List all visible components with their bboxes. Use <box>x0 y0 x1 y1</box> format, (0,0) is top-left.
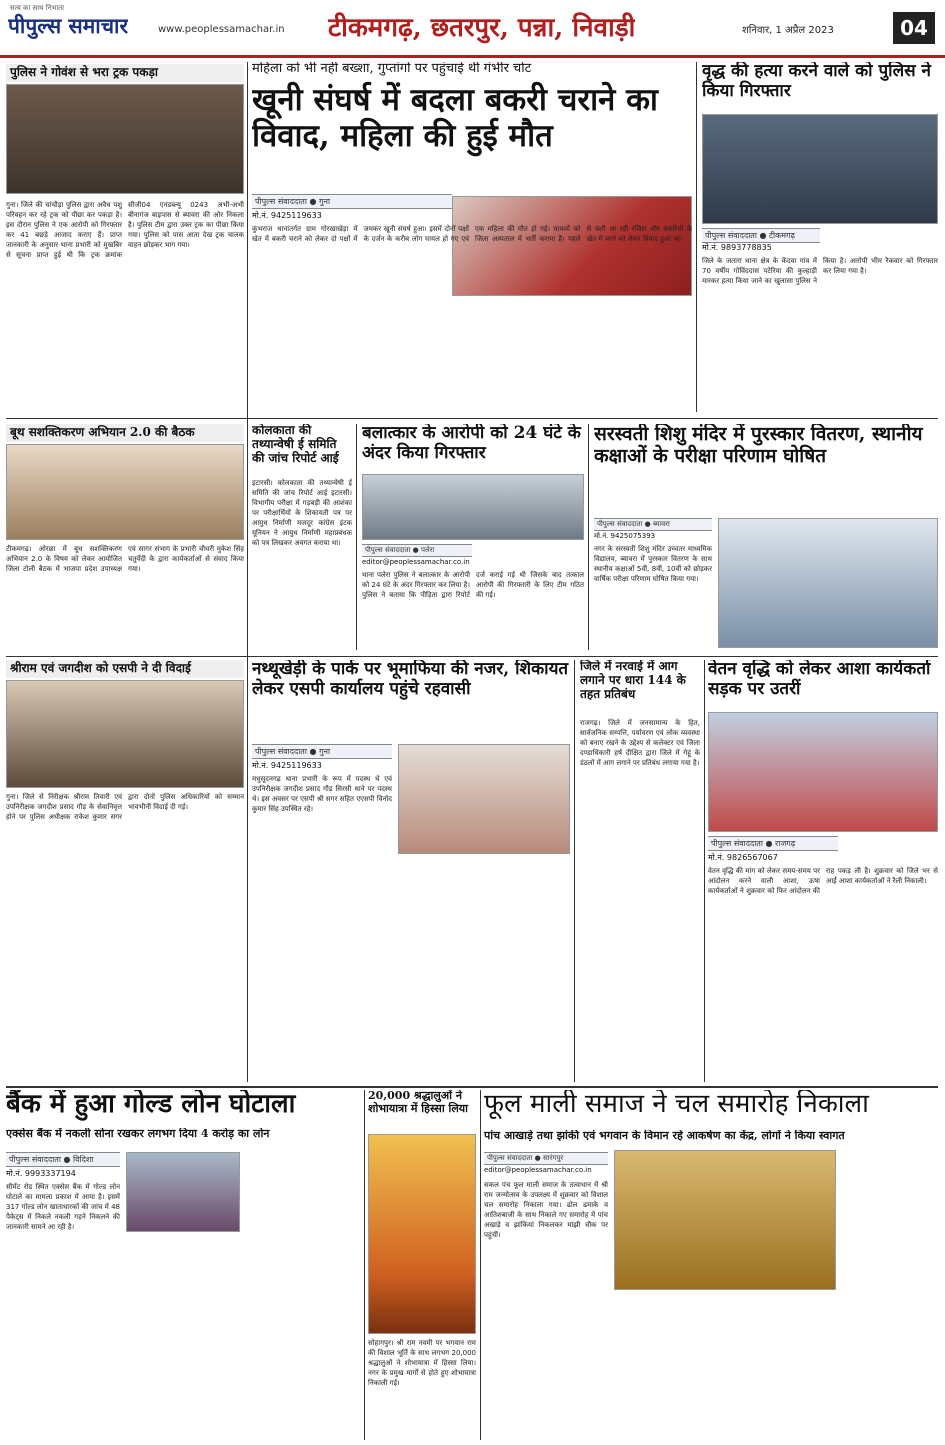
truck-photo <box>6 84 244 194</box>
headline: श्रीराम एवं जगदीश को एसपी ने दी विदाई <box>6 660 244 678</box>
article-body: गुना। जिले से निरीक्षक श्रीराम तिवारी एवं उपनिरीक्षक जगदीश प्रसाद गौड़ के सेवानिवृत्त होने पर पुलिस अधीक्षक राकेश कुमार सगर द्वारा दोनों पुलिस अधिकारियों को सम्मान भावभीनी विदाई दी गई। <box>6 793 244 821</box>
article-body: नगर के सरस्वती शिशु मंदिर उच्चतर माध्यमिक विद्यालय, ब्यावरा में पुरस्कार वितरण के साथ स्थानीय कक्षाओं 5वीं, 8वीं, 10वीं को छोड़कर वार्षिक परीक्षा परिणाम घोषित किया गया। <box>594 545 712 583</box>
issue-date: शनिवार, 1 अप्रैल 2023 <box>742 25 834 36</box>
mobile: मो.नं. 9826567067 <box>708 853 778 862</box>
rule <box>6 418 938 419</box>
divider <box>574 660 575 1082</box>
tagline: सत्य का साथ निभाता <box>10 4 64 12</box>
divider <box>356 424 357 650</box>
meeting-photo <box>6 444 244 540</box>
headline: सरस्वती शिशु मंदिर में पुरस्कार वितरण, स्थानीय कक्षाओं के परीक्षा परिणाम घोषित <box>594 424 923 467</box>
bank-photo <box>126 1152 240 1232</box>
farewell-photo <box>6 680 244 788</box>
kicker: महिला को भी नहीं बख्शा, गुप्तांगों पर पहुंचाई थी गंभीर चोट <box>252 62 532 76</box>
rule <box>6 1086 938 1088</box>
story-asha-protest <box>708 660 938 1082</box>
masthead <box>0 0 945 58</box>
article-body: कुंभराज थानांतर्गत ग्राम गोरखाखेड़ा में खेत में बकरी चराने को लेकर दो पक्षों में जमकर खूनी संघर्ष हुआ। इसमें दोनों पक्षों के दर्जन के करीब लोग घायल हो गए एवं एक महिला की मौत हो गई। घायलों को जिला अस्पताल में भर्ती कराया है। पहले से चली आ रही रंजिश और बकरियों के खेत में चरने को लेकर विवाद हुआ था। <box>252 225 692 243</box>
divider <box>364 1090 365 1440</box>
site-url[interactable]: www.peoplessamachar.in <box>158 24 285 35</box>
headline: बूथ सशक्तिकरण अभियान 2.0 की बैठक <box>6 424 244 442</box>
article-body: सीमेंट रोड स्थित एक्सेस बैंक में गोल्ड लोन घोटाले का मामला प्रकाश में आया है। इसमें 317 गोल्ड लोन खाताधारकों की जांच में 48 पैकेट्स में निकले नकली गहने निकलने की जानकारी सामने आ रही है। <box>6 1183 120 1231</box>
divider <box>480 1090 481 1440</box>
byline: पीपुल्स संवाददाता ● ब्यावरा <box>594 518 712 531</box>
mobile: मो.नं. 9425119633 <box>252 211 322 220</box>
chariot-photo <box>614 1150 836 1290</box>
story-kolkata-committee <box>252 424 352 650</box>
headline: कोलकाता की तथ्यान्वेषी ई समिति की जांच रिपोर्ट आई <box>252 424 339 465</box>
story-gold-loan-scam <box>6 1090 360 1440</box>
article-body: मधुसूदनगढ़ थाना प्रभारी के रूप में पदस्थ थे एवं उपनिरीक्षक जगदीश प्रसाद गौड़ सिरसी थाने पर पदस्थ थे। इस अवसर पर एसपी श्री सगर सहित एएसपी विनोद कुमार सिंह उपस्थित रहे। <box>252 775 392 813</box>
headline: खूनी संघर्ष में बदला बकरी चराने का विवाद, महिला की हुई मौत <box>252 81 658 154</box>
mobile: मो.नं. 9425075393 <box>594 532 656 540</box>
mobile: मो.नं. 9993337194 <box>6 1169 76 1178</box>
headline: वृद्ध की हत्या करने वाले को पुलिस ने किया गिरफ्तार <box>702 62 931 101</box>
mobile: मो.नं. 9893778835 <box>702 243 772 252</box>
article-body: इटारसी। कोलकाता की तथ्यान्वेषी ई समिति की जांच रिपोर्ट आई इटारसी। विभागीय परीक्षा में गड़बड़ी की आशंका पर परीक्षार्थियों के शिकायती पत्र पर आयुध निर्माणी मजदूर कांग्रेस इंटक यूनियन ने आयुध निर्माणी महाप्रबंधक को पत्र लिखकर अवगत कराया था। <box>252 479 352 547</box>
article-body: वेतन वृद्धि की मांग को लेकर समय-समय पर आंदोलन करने वाली आशा, ऊषा कार्यकर्ताओं ने शुक्रवार को फिर आंदोलन की राह पकड़ ली है। शुक्रवार को जिले भर से आईं आशा कार्यकर्ताओं ने रैली निकाली। <box>708 867 938 895</box>
story-booth-meeting <box>6 424 244 650</box>
subheadline: पांच आखाड़े तथा झांकी एवं भगवान के विमान रहे आकर्षण का केंद्र, लोगों ने किया स्वागत <box>484 1130 845 1142</box>
byline: पीपुल्स संवाददाता ● गुना <box>252 744 392 759</box>
article-body: सोहागपुर। श्री राम नवमी पर भगवान राम की विशाल भूर्ति के साथ लगभग 20,000 श्रद्धालुओं ने शोभायात्रा में हिस्सा लिया। नगर के प्रमुख मार्गों से होते हुए शोभायात्रा निकाली गई। <box>368 1339 476 1387</box>
mobile: मो.नं. 9425119633 <box>252 761 322 770</box>
headline: जिले में नरवाई में आग लगाने पर धारा 144 के तहत प्रतिबंध <box>580 660 686 701</box>
article-body: गुना। जिले की चांचौड़ा पुलिस द्वारा अवैध पशु परिवहन कर रहे ट्रक को पीछा कर पकड़ा है। इस दौरान पुलिस ने एक आरोपी को गिरफ्तार कर 41 बछड़े आजाद कराए हैं। प्राप्त जानकारी के अनुसार थाना प्रभारी को मुखबिर से सूचना प्राप्त हुई थी कि ट्रक क्रमांक सीजी04 एनडब्ल्यू 0243 अभी-अभी बीनागंज बाइपास से ब्यावरा की ओर निकला है। पुलिस टीम द्वारा उक्त ट्रक का पीछा किया गया। पुलिस को पास आता देख ट्रक चालक वाहन छोड़कर भाग गया। <box>6 201 244 259</box>
divider <box>696 62 697 412</box>
story-goat-dispute <box>252 62 692 412</box>
email: editor@peoplessamachar.co.in <box>484 1166 592 1174</box>
headline: पुलिस ने गोवंश से भरा ट्रक पकड़ा <box>6 64 244 82</box>
story-farewell <box>6 660 244 1082</box>
region-title: टीकमगढ़, छतरपुर, पन्ना, निवाड़ी <box>328 13 636 43</box>
divider <box>588 424 589 650</box>
story-phool-mali <box>484 1090 938 1440</box>
byline: पीपुल्स संवाददाता ● राजगढ़ <box>708 836 838 851</box>
story-procession <box>368 1090 476 1440</box>
divider <box>247 62 248 1082</box>
story-cow-truck <box>6 64 244 414</box>
headline: वेतन वृद्धि को लेकर आशा कार्यकर्ता सड़क पर उतरीं <box>708 660 931 699</box>
subheadline: एक्सेस बैंक में नकली सोना रखकर लगभग दिया 4 करोड़ का लोन <box>6 1128 270 1140</box>
story-rape-arrest <box>362 424 584 650</box>
protest-photo <box>708 712 938 832</box>
headline: बैंक में हुआ गोल्ड लोन घोटाला <box>6 1090 296 1119</box>
story-school-prizes <box>594 424 938 650</box>
residents-photo <box>398 744 570 854</box>
byline: पीपुल्स संवाददाता ● गुना <box>252 194 452 209</box>
rule <box>6 656 938 657</box>
headline: बलात्कार के आरोपी को 24 घंटे के अंदर किया गिरफ्तार <box>362 424 581 463</box>
article-body: राजगढ़। जिले में जनसामान्य के हित, सार्वजनिक सम्पत्ति, पर्यावरण एवं लोक व्यवस्था को बनाए रखने के उद्देश्य से कलेक्टर एवं जिला दण्डाधिकारी हर्ष दीक्षित द्वारा जिले में गेहूं के डंठलों में आग लगाने पर प्रतिबंध लगाया गया है। <box>580 719 700 767</box>
headline: 20,000 श्रद्धालुओं ने शोभायात्रा में हिस्सा लिया <box>368 1090 469 1115</box>
newspaper-logo: पीपुल्स समाचार <box>8 13 129 38</box>
police-photo <box>702 114 938 224</box>
story-park-land-mafia <box>252 660 570 1082</box>
procession-photo <box>368 1134 476 1334</box>
email: editor@peoplessamachar.co.in <box>362 558 470 566</box>
story-murder-arrest <box>702 62 938 412</box>
divider <box>704 660 705 1082</box>
byline: पीपुल्स संवाददाता ● विदिशा <box>6 1152 120 1167</box>
article-body: टीकमगढ़। ओरछा में बूथ सशक्तिकरण अभियान 2.0 के विषय को लेकर आयोजित जिला टोली बैठक में भाजपा प्रदेश उपाध्यक्ष एवं सागर संभाग के प्रभारी चौधरी मुकेश सिंह चतुर्वेदी के द्वारा कार्यकर्ताओं से संवाद किया गया। <box>6 545 244 573</box>
byline: पीपुल्स संवाददाता ● टीकमगढ़ <box>702 228 820 243</box>
article-body: जिले के जतारा थाना क्षेत्र के केंदवा गांव में 70 वर्षीय गोविंददास पटेरिया की कुल्हाड़ी मारकर हत्या किया जाने का खुलासा पुलिस ने किया है। आरोपी भीम रैकवार को गिरफ्तार कर लिया गया है। <box>702 257 938 285</box>
story-stubble-ban <box>580 660 700 1082</box>
byline: पीपुल्स संवाददाता ● पलेरा <box>362 544 472 557</box>
page-number: 04 <box>893 12 935 44</box>
headline: फूल माली समाज ने चल समारोह निकाला <box>484 1090 869 1119</box>
headline: नथ्थूखेड़ी के पार्क पर भूमाफिया की नजर, शिकायत लेकर एसपी कार्यालय पहुंचे रहवासी <box>252 660 569 699</box>
article-body: सकल पंच फूल माली समाज के तत्वाधान में श्री राम जन्मोत्सव के उपलक्ष्य में शुक्रवार को विशाल चल समारोह निकाला गया। ढोल ढमाके व आतिशबाजी के साथ निकाले गए समारोह में पांच अखाड़े व झांकियां निकलकर मांझी चौक पर पहुंचीं। <box>484 1181 608 1239</box>
arrest-photo <box>362 474 584 540</box>
byline: पीपुल्स संवाददाता ● सारंगपुर <box>484 1152 608 1165</box>
prize-photo <box>718 518 938 648</box>
article-body: थाना पलेरा पुलिस ने बलात्कार के आरोपी को 24 घंटे के अंदर गिरफ्तार कर लिया है। पुलिस ने बताया कि पीड़िता द्वारा रिपोर्ट दर्ज कराई गई थी जिसके बाद तत्काल आरोपी की गिरफ्तारी के लिए टीम गठित की गई। <box>362 571 584 599</box>
